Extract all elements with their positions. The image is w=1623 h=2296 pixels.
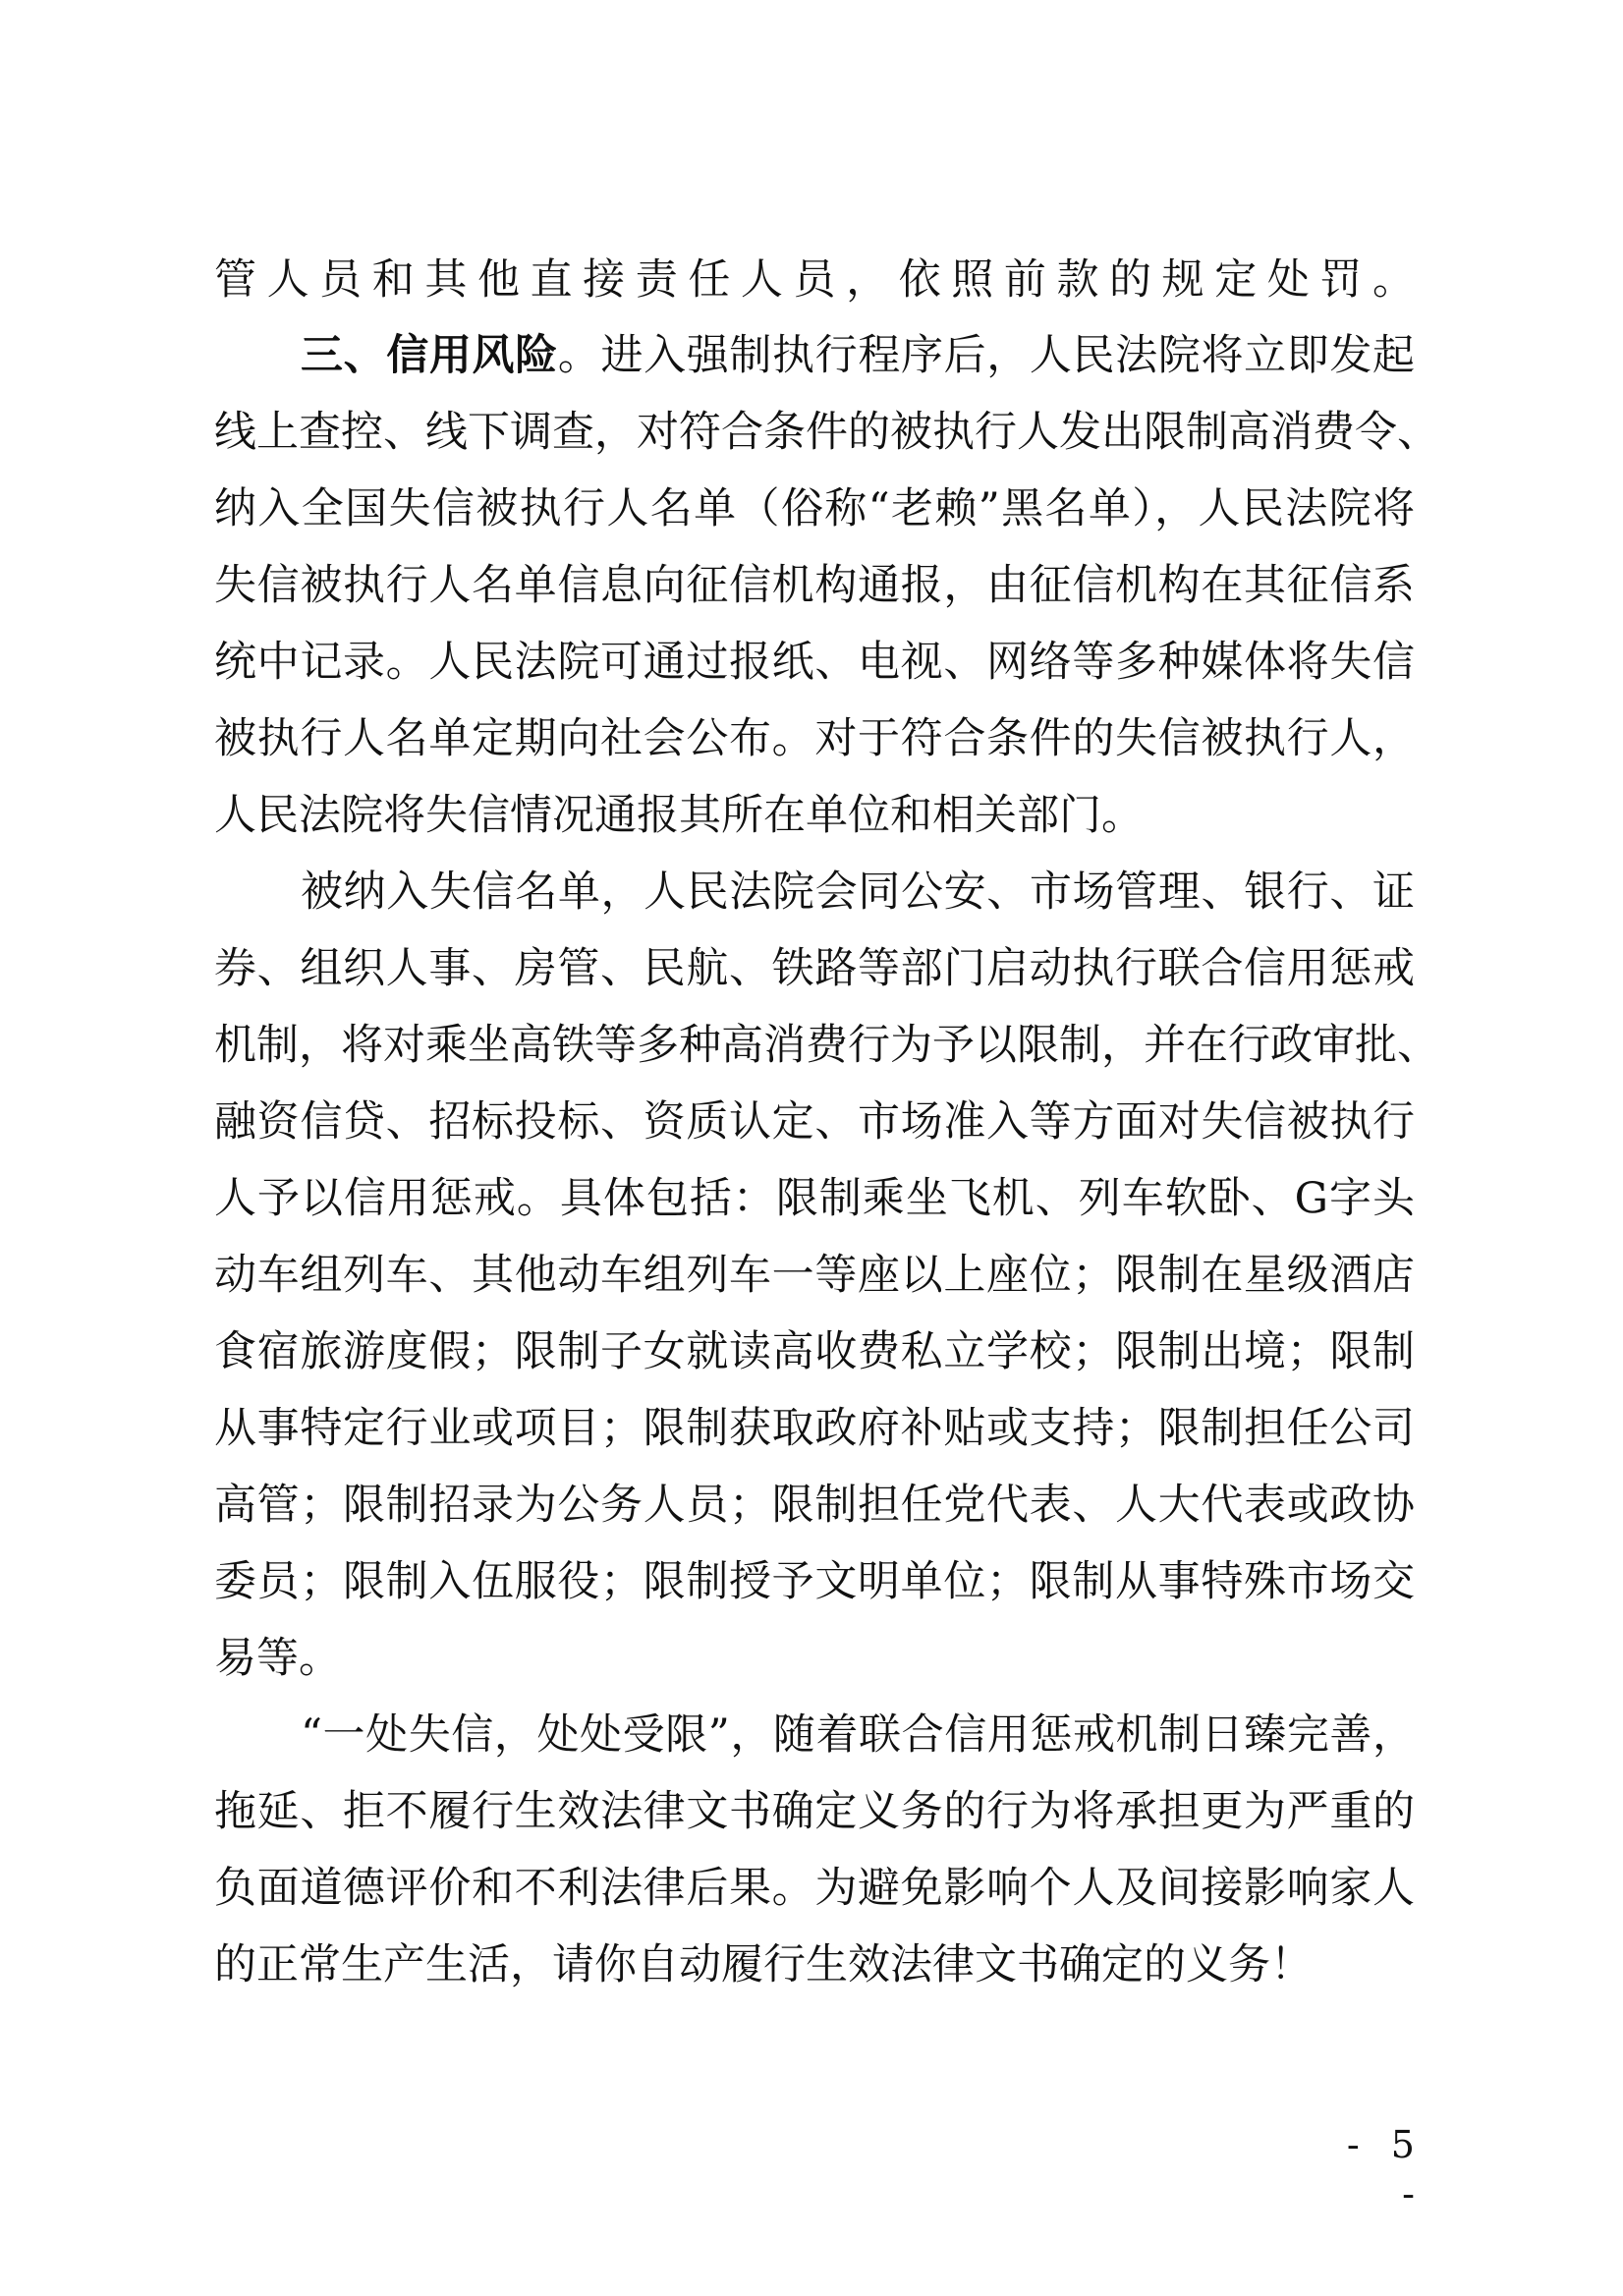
text-line: 食宿旅游度假；限制子女就读高收费私立学校；限制出境；限制: [214, 1327, 1415, 1376]
text-line: 从事特定行业或项目；限制获取政府补贴或支持；限制担任公司: [214, 1404, 1415, 1453]
text-line: 人民法院将失信情况通报其所在单位和相关部门。: [214, 791, 1144, 840]
text-line: 融资信贷、招标投标、资质认定、市场准入等方面对失信被执行: [214, 1097, 1415, 1147]
text-line: 机制，将对乘坐高铁等多种高消费行为予以限制，并在行政审批、: [214, 1021, 1439, 1070]
section-heading-line: [301, 326, 1415, 385]
text-line: 被执行人名单定期向社会公布。对于符合条件的失信被执行人，: [214, 714, 1415, 763]
text-line: 券、组织人事、房管、民航、铁路等部门启动执行联合信用惩戒: [214, 944, 1415, 993]
text-line: 动车组列车、其他动车组列车一等座以上座位；限制在星级酒店: [214, 1251, 1415, 1300]
text-line: 统中记录。人民法院可通过报纸、电视、网络等多种媒体将失信: [214, 638, 1415, 687]
section-heading: 三、信用风险: [301, 331, 558, 380]
text-line: 管人员和其他直接责任人员，依照前款的规定处罚。: [214, 255, 1415, 305]
text-line: 易等。: [214, 1634, 341, 1683]
paragraph-start-line: 被纳入失信名单，人民法院会同公安、市场管理、银行、证: [301, 868, 1415, 917]
text-line: 拖延、拒不履行生效法律文书确定义务的行为将承担更为严重的: [214, 1787, 1415, 1836]
text-line: 人予以信用惩戒。具体包括：限制乘坐飞机、列车软卧、G字头: [214, 1174, 1415, 1223]
text-line: 失信被执行人名单信息向征信机构通报，由征信机构在其征信系: [214, 561, 1415, 610]
text-line: 线上查控、线下调查，对符合条件的被执行人发出限制高消费令、: [214, 408, 1439, 457]
text-line: 委员；限制入伍服役；限制授予文明单位；限制从事特殊市场交: [214, 1557, 1415, 1606]
text-line: 高管；限制招录为公务人员；限制担任党代表、人大代表或政协: [214, 1481, 1415, 1530]
text-line: 负面道德评价和不利法律后果。为避免影响个人及间接影响家人: [214, 1864, 1415, 1913]
text-line-continuation: 。进入强制执行程序后，人民法院将立即发起: [557, 331, 1416, 380]
text-line: 纳入全国失信被执行人名单（俗称“老赖”黑名单），人民法院将: [214, 484, 1415, 533]
page-number: - 5 -: [1346, 2123, 1425, 2215]
paragraph-start-line: “一处失信，处处受限”，随着联合信用惩戒机制日臻完善，: [301, 1710, 1415, 1760]
text-line: 的正常生产生活，请你自动履行生效法律文书确定的义务！: [214, 1940, 1313, 1989]
